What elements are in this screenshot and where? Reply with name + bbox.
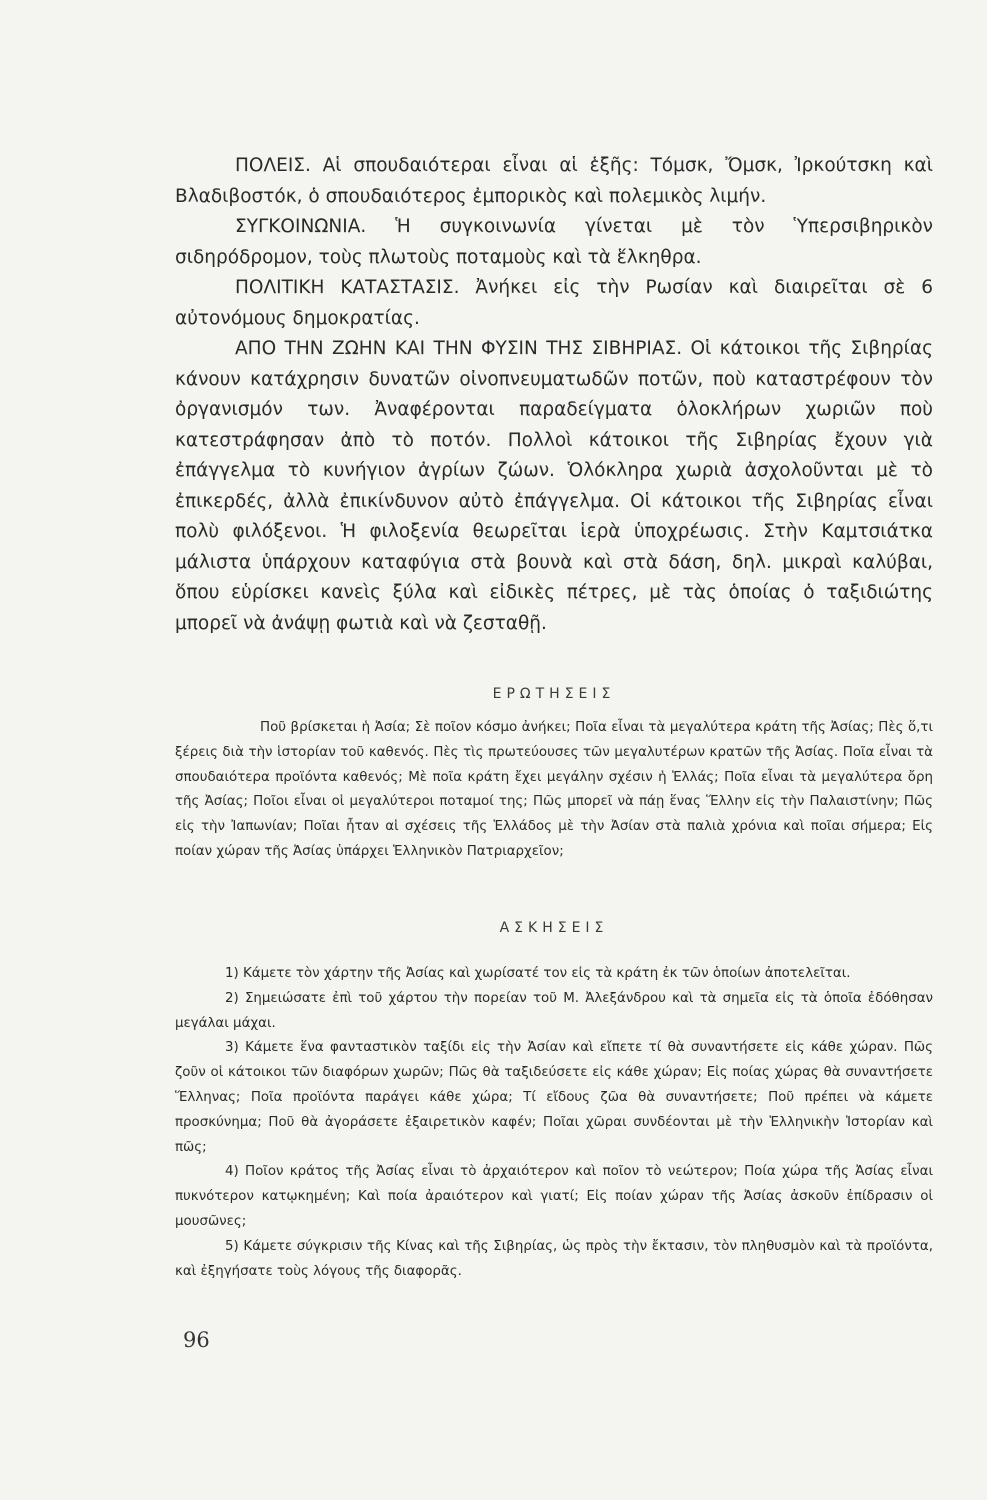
paragraph-life-and-nature: ΑΠΟ ΤΗΝ ΖΩΗΝ ΚΑΙ ΤΗΝ ΦΥΣΙΝ ΤΗΣ ΣΙΒΗΡΙΑΣ. Οἱ κάτοικοι τῆς Σιβηρίας κάνουν κατάχρησιν δυνατῶν οἰνοπνευματωδῶν ποτῶν, ποὺ καταστρέφουν τὸν ὀργανισμόν των. Ἀναφέρονται παραδείγματα ὁλοκλήρων χωριῶν ποὺ κατεστράφησαν ἀπὸ τὸ ποτόν. Πολλοὶ κάτοικοι τῆς Σιβηρίας ἔχουν γιὰ ἐπάγγελμα τὸ κυνήγιον ἀγρίων ζώων. Ὁλόκληρα χωριὰ ἀσχολοῦνται μὲ τὸ ἐπικερδές, ἀλλὰ ἐπικίνδυνον αὐτὸ ἐπάγγελμα. Οἱ κάτοικοι τῆς Σιβηρίας εἶναι πολὺ φιλόξενοι. Ἡ φιλοξενία θεωρεῖται ἱερὰ ὑποχρέωσις. Στὴν Καμτσιάτκα μάλιστα ὑπάρχουν καταφύγια στὰ βουνὰ καὶ στὰ δάση, δηλ. μικραὶ καλύβαι, ὅπου εὑρίσκει κανεὶς ξύλα καὶ εἰδικὲς πέτρες, μὲ τὰς ὁποίας ὁ ταξιδιώτης μπορεῖ νὰ ἀνάψῃ φωτιὰ καὶ νὰ ζεσταθῇ. [175, 338, 933, 634]
questions-heading: ΕΡΩΤΗΣΕΙΣ [492, 686, 616, 702]
main-text [175, 151, 933, 639]
page-number: 96 [183, 1328, 210, 1352]
exercise-item: 1) Κάμετε τὸν χάρτην τῆς Ἀσίας καὶ χωρίσατέ τον εἰς τὰ κράτη ἐκ τῶν ὁποίων ἀποτελεῖται. [225, 966, 851, 981]
exercises-heading: ΑΣΚΗΣΕΙΣ [499, 920, 609, 936]
exercise-item: 3) Κάμετε ἕνα φανταστικὸν ταξίδι εἰς τὴν Ἀσίαν καὶ εἴπετε τί θὰ συναντήσετε εἰς κάθε χώραν. Πῶς ζοῦν οἱ κάτοικοι τῶν διαφόρων χωρῶν; Πῶς θὰ ταξιδεύσετε εἰς κάθε χώραν; Εἰς ποίας χώρας θὰ συναντήσετε Ἕλληνας; Ποῖα προϊόντα παράγει κάθε χώρα; Τί εἴδους ζῶα θὰ συναντήσετε; Ποῦ πρέπει νὰ κάμετε προσκύνημα; Ποῦ θὰ ἀγοράσετε ἐξαιρετικὸν καφέν; Ποῖαι χῶραι συνδέονται μὲ τὴν Ἑλληνικὴν Ἱστορίαν καὶ πῶς; [175, 1040, 933, 1155]
exercise-item: 4) Ποῖον κράτος τῆς Ἀσίας εἶναι τὸ ἀρχαιότερον καὶ ποῖον τὸ νεώτερον; Ποία χώρα τῆς Ἀσίας εἶναι πυκνότερον κατῳκημένη; Καὶ ποία ἀραιότερον καὶ γιατί; Εἰς ποίαν χώραν τῆς Ἀσίας ἀσκοῦν ἐπίδρασιν οἱ μουσῶνες; [175, 1164, 933, 1229]
paragraph-cities: ΠΟΛΕΙΣ. Αἱ σπουδαιότεραι εἶναι αἱ ἑξῆς: Τόμσκ, Ὄμσκ, Ἰρκούτσκη καὶ Βλαδιβοστόκ, ὁ σπουδαιότερος ἐμπορικὸς καὶ πολεμικὸς λιμήν. [175, 155, 933, 207]
exercise-item: 2) Σημειώσατε ἐπὶ τοῦ χάρτου τὴν πορείαν τοῦ Μ. Ἀλεξάνδρου καὶ τὰ σημεῖα εἰς τὰ ὁποῖα ἐδόθησαν μεγάλαι μάχαι. [175, 990, 933, 1031]
paragraph-communication: ΣΥΓΚΟΙΝΩΝΙΑ. Ἡ συγκοινωνία γίνεται μὲ τὸν Ὑπερσιβηρικὸν σιδηρόδρομον, τοὺς πλωτοὺς ποταμοὺς καὶ τὰ ἕλκηθρα. [175, 216, 933, 268]
questions-text: Ποῦ βρίσκεται ἡ Ἀσία; Σὲ ποῖον κόσμο ἀνήκει; Ποῖα εἶναι τὰ μεγαλύτερα κράτη τῆς Ἀσίας; Πὲς ὅ,τι ξέρεις διὰ τὴν ἱστορίαν τοῦ καθενός. Πὲς τὶς πρωτεύουσες τῶν μεγαλυτέρων κρατῶν τῆς Ἀσίας. Ποῖα εἶναι τὰ σπουδαιότερα προϊόντα καθενός; Μὲ ποῖα κράτη ἔχει μεγάλην σχέσιν ἡ Ἑλλάς; Ποῖα εἶναι τὰ μεγαλύτερα ὄρη τῆς Ἀσίας; Ποῖοι εἶναι οἱ μεγαλύτεροι ποταμοί της; Πῶς μπορεῖ νὰ πάῃ ἕνας Ἕλλην εἰς τὴν Παλαιστίνην; Πῶς εἰς τὴν Ἰαπωνίαν; Ποῖαι ἦταν αἱ σχέσεις τῆς Ἑλλάδος μὲ τὴν Ἀσίαν στὰ παλιὰ χρόνια καὶ ποῖαι σήμερα; Εἰς ποίαν χώραν τῆς Ἀσίας ὑπάρχει Ἑλληνικὸν Πατριαρχεῖον; [175, 720, 933, 859]
paragraph-political-status: ΠΟΛΙΤΙΚΗ ΚΑΤΑΣΤΑΣΙΣ. Ἀνήκει εἰς τὴν Ρωσίαν καὶ διαιρεῖται σὲ 6 αὐτονόμους δημοκρατίας. [175, 277, 933, 329]
questions-section [175, 716, 933, 865]
exercises-section [175, 962, 933, 1284]
exercise-item: 5) Κάμετε σύγκρισιν τῆς Κίνας καὶ τῆς Σιβηρίας, ὡς πρὸς τὴν ἔκτασιν, τὸν πληθυσμὸν καὶ τὰ προϊόντα, καὶ ἐξηγήσατε τοὺς λόγους τῆς διαφορᾶς. [175, 1238, 933, 1279]
